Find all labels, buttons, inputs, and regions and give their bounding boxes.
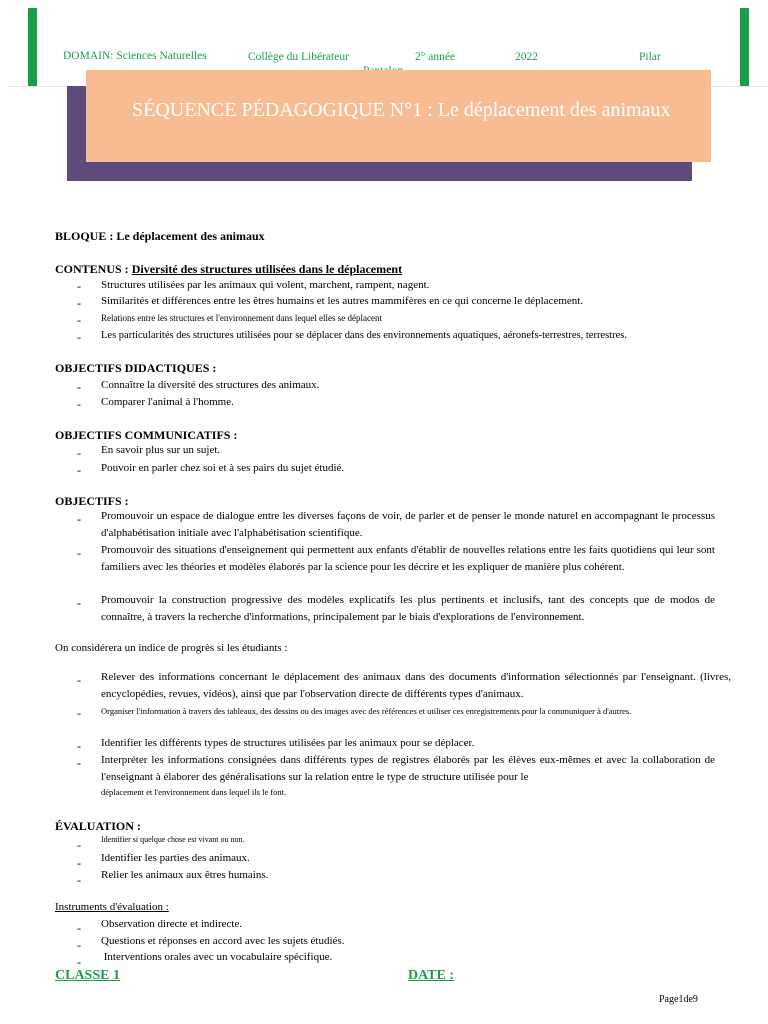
- dash-icon: -: [77, 446, 81, 460]
- dash-icon: -: [77, 512, 81, 526]
- header-teacher-first: Pilar: [639, 51, 661, 63]
- progres-item: Relever des informations concernant le déplacement des animaux dans des documents d'information sélectionnés par l'enseignant. (livres, encyclopédies, revues, vidéos), ainsi que par l'observation directe de différents types d'animaux.: [101, 671, 731, 700]
- contenus-item: Relations entre les structures et l'environnement dans lequel elles se déplacent: [101, 313, 383, 323]
- evaluation-item: Identifier les parties des animaux.: [101, 852, 250, 864]
- dash-icon: -: [77, 938, 81, 952]
- header-domain: DOMAIN: Sciences Naturelles: [63, 50, 207, 62]
- dash-icon: -: [77, 706, 81, 720]
- progres-item-continued: déplacement et l'environnement dans lequel ils le font.: [101, 787, 287, 797]
- progres-heading: [55, 642, 287, 654]
- progres-item: Identifier les différents types de structures utilisées par les animaux pour se déplacer.: [101, 737, 475, 749]
- instruments-item: Questions et réponses en accord avec les sujets étudiés.: [101, 935, 345, 947]
- contenus-subtitle: Diversité des structures utilisées dans le déplacement: [131, 262, 403, 276]
- dash-icon: -: [77, 596, 81, 610]
- dash-icon: -: [77, 380, 81, 394]
- dash-icon: -: [77, 397, 81, 411]
- objectifs-item: Promouvoir un espace de dialogue entre les diverses façons de voir, de parler et de penser le monde naturel en accompagnant le processus d'alphabétisation initiale avec l'alphabétisation scientifique.: [101, 510, 715, 539]
- date-label: [408, 968, 454, 984]
- classe-label: CLASSE 1: [55, 968, 120, 983]
- dash-icon: -: [77, 546, 81, 560]
- page-number: Page1de9: [659, 994, 698, 1005]
- objectifs-didactiques-heading: [55, 361, 216, 376]
- bloque-heading: [55, 229, 265, 244]
- objectifs-communicatifs-heading: [55, 428, 237, 443]
- objectifs-communicatifs-label: OBJECTIFS COMMUNICATIFS :: [55, 428, 238, 442]
- left-green-bar: [28, 8, 37, 86]
- page-title: SÉQUENCE PÉDAGOGIQUE N°1 : Le déplacement des animaux: [132, 99, 671, 121]
- objectifs-heading: [55, 494, 129, 509]
- objectifs-didactiques-label: OBJECTIFS DIDACTIQUES :: [55, 361, 217, 375]
- contenus-item: Les particularités des structures utilisées pour se déplacer dans des environnements aquatiques, aéronefs-terrestres, terrestres.: [101, 330, 627, 341]
- objectifs-didactiques-item: Comparer l'animal à l'homme.: [101, 396, 234, 408]
- dash-icon: -: [77, 739, 81, 753]
- objectifs-didactiques-item: Connaître la diversité des structures des animaux.: [101, 379, 320, 391]
- instruments-item: Observation directe et indirecte.: [101, 918, 243, 930]
- dash-icon: -: [77, 279, 81, 293]
- objectifs-item: Promouvoir la construction progressive des modèles explicatifs les plus pertinents et inclusifs, tant des concepts que de modos de connaître, à travers la recherche d'informations, principalement par le biais d'explorations de l'environnement.: [101, 594, 715, 623]
- evaluation-item: Identifier si quelque chose est vivant ou non.: [101, 835, 245, 844]
- objectifs-communicatifs-item: En savoir plus sur un sujet.: [101, 444, 221, 456]
- dash-icon: -: [77, 856, 81, 870]
- objectifs-item: Promouvoir des situations d'enseignement qui permettent aux enfants d'établir de nouvelles relations entre les faits quotidiens qui leur sont familiers avec les théories et modèles élaborés par la science pour les décrire et les expliquer de manière plus cohérent.: [101, 544, 715, 573]
- dash-icon: -: [77, 463, 81, 477]
- contenus-item: Structures utilisées par les animaux qui volent, marchent, rampent, nagent.: [101, 279, 430, 291]
- dash-icon: -: [77, 296, 81, 310]
- dash-icon: -: [77, 921, 81, 935]
- objectifs-communicatifs-item: Pouvoir en parler chez soi et à ses pairs du sujet étudié.: [101, 462, 345, 474]
- progres-item: Organiser l'information à travers des tableaux, des dessins ou des images avec des références et utiliser ces enregistrements pour la communiquer à d'autres.: [101, 706, 632, 716]
- dash-icon: -: [77, 330, 81, 344]
- progres-item: Interpréter les informations consignées dans différents types de registres élaborés par les élèves eux-mêmes et avec la collaboration de l'enseignant à élaborer des généralisations sur la relation entre le type de structure utilisée pour le: [101, 754, 715, 783]
- contenus-heading: [55, 262, 402, 277]
- contenus-label: CONTENUS :: [55, 262, 132, 276]
- instruments-heading: [55, 901, 169, 913]
- bloque-label: BLOQUE : Le déplacement des animaux: [55, 229, 265, 243]
- contenus-item: Similarités et différences entre les êtres humains et les autres mammifères en ce qui concerne le déplacement.: [101, 295, 584, 307]
- dash-icon: -: [77, 756, 81, 770]
- header-year: 2022: [515, 51, 538, 63]
- dash-icon: -: [77, 873, 81, 887]
- date-label-text: DATE :: [408, 968, 455, 983]
- header-grade: 2° année: [415, 51, 456, 63]
- header-school: Collège du Libérateur: [248, 51, 349, 63]
- dash-icon: -: [77, 955, 81, 969]
- right-green-bar: [740, 8, 749, 86]
- progres-label: On considérera un indice de progrès si les étudiants :: [55, 642, 288, 654]
- objectifs-label: OBJECTIFS :: [55, 494, 129, 508]
- dash-icon: -: [77, 673, 81, 687]
- evaluation-label: ÉVALUATION :: [55, 819, 141, 833]
- instruments-label: Instruments d'évaluation :: [55, 901, 169, 913]
- instruments-item: Interventions orales avec un vocabulaire spécifique.: [101, 951, 333, 963]
- dash-icon: -: [77, 838, 81, 852]
- dash-icon: -: [77, 313, 81, 327]
- evaluation-item: Relier les animaux aux êtres humains.: [101, 869, 269, 881]
